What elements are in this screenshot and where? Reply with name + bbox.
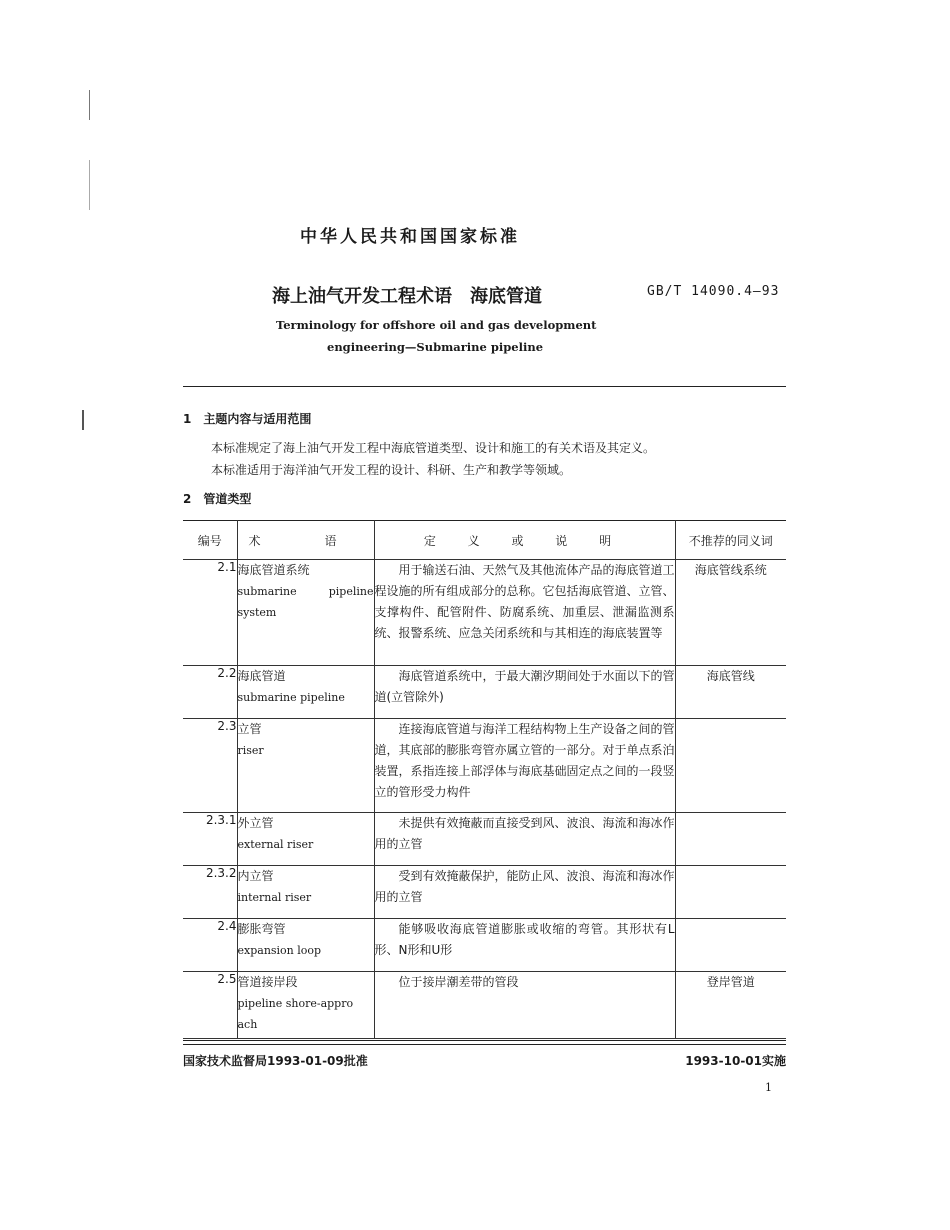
standard-title-en-line1: Terminology for offshore oil and gas development	[276, 318, 597, 332]
table-row	[183, 666, 786, 719]
term-cn: 海底管道系统	[237, 563, 310, 577]
national-standard-heading: 中华人民共和国国家标准	[300, 227, 520, 247]
table-row	[183, 919, 786, 972]
header-definition-label: 定 义 或 说 明	[423, 533, 626, 548]
table-row	[183, 560, 786, 666]
term-cell	[237, 666, 374, 719]
term-en: pipeline shore-approach	[237, 997, 354, 1031]
term-number: 2.1	[183, 560, 237, 666]
table-row	[183, 719, 786, 813]
definition-text: 能够吸收海底管道膨胀或收缩的弯管。其形状有L形、N形和U形	[374, 922, 675, 957]
header-number: 编号	[183, 521, 237, 560]
synonym-cell	[675, 866, 786, 919]
definition-text: 受到有效掩蔽保护，能防止风、波浪、海流和海冰作用的立管	[374, 869, 675, 904]
term-en: submarine pipeline	[237, 691, 345, 704]
term-number: 2.4	[183, 919, 237, 972]
header-definition	[374, 521, 675, 560]
standard-title-en-line2: engineering—Submarine pipeline	[327, 340, 544, 354]
implementation-date: 1993-10-01实施	[685, 1054, 786, 1068]
scan-mark	[82, 410, 84, 430]
definition-text: 海底管道系统中，于最大潮汐期间处于水面以下的管道(立管除外)	[374, 669, 675, 704]
synonym-cell	[675, 719, 786, 813]
standard-title-cn: 海上油气开发工程术语 海底管道	[272, 286, 542, 307]
table-row	[183, 972, 786, 1039]
definition-cell	[374, 972, 675, 1039]
term-cn: 立管	[237, 722, 262, 736]
section-2-heading: 2 管道类型	[183, 492, 252, 506]
table-row	[183, 866, 786, 919]
term-number: 2.5	[183, 972, 237, 1039]
synonym-cell	[675, 813, 786, 866]
definition-cell	[374, 919, 675, 972]
synonym-cell	[675, 919, 786, 972]
footer-divider-bottom	[183, 1044, 786, 1045]
standard-code: GB/T 14090.4—93	[647, 284, 780, 299]
term-cell	[237, 560, 374, 666]
header-synonym: 不推荐的同义词	[675, 521, 786, 560]
term-cell	[237, 813, 374, 866]
scan-mark	[89, 160, 90, 210]
term-en: submarine pipeline system	[237, 585, 374, 619]
term-number: 2.3.2	[183, 866, 237, 919]
definition-text: 位于接岸潮差带的管段	[398, 975, 519, 989]
header-divider	[183, 386, 786, 387]
definition-text: 用于输送石油、天然气及其他流体产品的海底管道工程设施的所有组成部分的总称。它包括海底管道、立管、支撑构件、配管附件、防腐系统、加重层、泄漏监测系统、报警系统、应急关闭系统和与其相连的海底装置等	[374, 563, 675, 640]
term-cn: 膨胀弯管	[237, 922, 286, 936]
term-cn: 管道接岸段	[237, 975, 298, 989]
definition-cell	[374, 719, 675, 813]
synonym-cell: 海底管线系统	[675, 560, 786, 666]
term-cn: 海底管道	[237, 669, 286, 683]
footer-divider-top	[183, 1040, 786, 1041]
definition-cell	[374, 813, 675, 866]
term-en: expansion loop	[237, 944, 322, 957]
section-1-heading: 1 主题内容与适用范围	[183, 412, 312, 426]
term-cell	[237, 972, 374, 1039]
term-number: 2.3	[183, 719, 237, 813]
page-number: 1	[765, 1081, 772, 1094]
term-en: internal riser	[237, 891, 312, 904]
section-1-paragraph-2: 本标准适用于海洋油气开发工程的设计、科研、生产和教学等领域。	[211, 463, 572, 477]
definition-text: 未提供有效掩蔽而直接受到风、波浪、海流和海冰作用的立管	[374, 816, 675, 851]
term-cell	[237, 919, 374, 972]
approval-date: 国家技术监督局1993-01-09批准	[183, 1054, 368, 1068]
term-cell	[237, 866, 374, 919]
term-number: 2.3.1	[183, 813, 237, 866]
scan-mark	[89, 90, 90, 120]
table-header-row	[183, 521, 786, 560]
term-en: external riser	[237, 838, 314, 851]
definition-cell	[374, 666, 675, 719]
term-cell	[237, 719, 374, 813]
term-cn: 内立管	[237, 869, 274, 883]
term-cn: 外立管	[237, 816, 274, 830]
term-number: 2.2	[183, 666, 237, 719]
definition-cell	[374, 866, 675, 919]
header-term-label: 术 语	[248, 533, 363, 548]
definition-text: 连接海底管道与海洋工程结构物上生产设备之间的管道，其底部的膨胀弯管亦属立管的一部分。对于单点系泊装置，系指连接上部浮体与海底基础固定点之间的一段竖立的管形受力构件	[374, 722, 675, 799]
definition-cell	[374, 560, 675, 666]
term-en: riser	[237, 744, 264, 757]
table-row	[183, 813, 786, 866]
section-1-paragraph-1: 本标准规定了海上油气开发工程中海底管道类型、设计和施工的有关术语及其定义。	[211, 441, 656, 455]
header-term	[237, 521, 374, 560]
synonym-cell: 登岸管道	[675, 972, 786, 1039]
terminology-table	[183, 520, 786, 1039]
synonym-cell: 海底管线	[675, 666, 786, 719]
